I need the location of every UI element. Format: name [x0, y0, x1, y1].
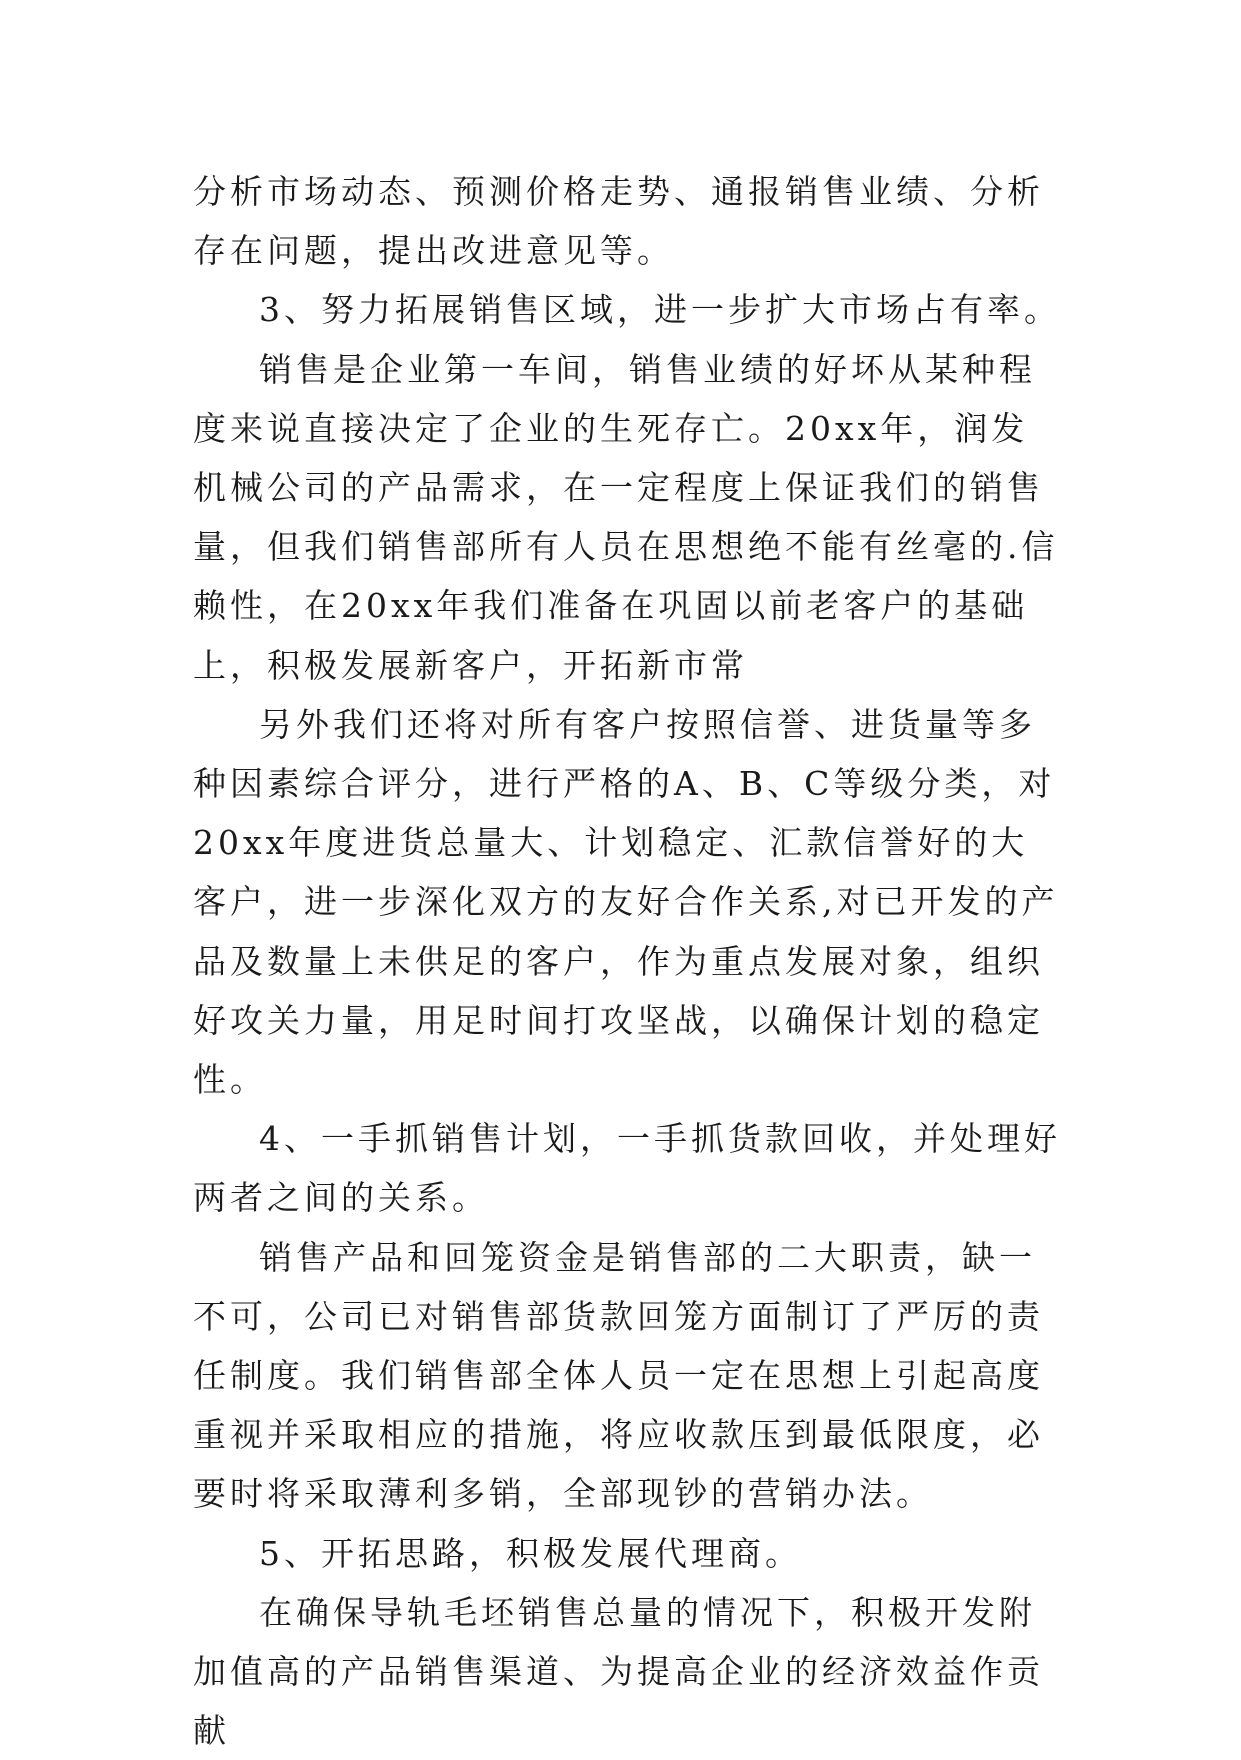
paragraph-sales-first-workshop: 销售是企业第一车间，销售业绩的好坏从某种程度来说直接决定了企业的生死存亡。20xx年，润发机械公司的产品需求，在一定程度上保证我们的销售量，但我们销售部所有人员在思想绝不能有丝毫的.信赖性，在20xx年我们准备在巩固以前老客户的基础上，积极发展新客户，开拓新市常 [193, 349, 1059, 685]
paragraph-market-analysis: 分析市场动态、预测价格走势、通报销售业绩、分析存在问题，提出改进意见等。 [193, 172, 1044, 271]
paragraph-payment-collection: 销售产品和回笼资金是销售部的二大职责，缺一不可，公司已对销售部货款回笼方面制订了严厉的责任制度。我们销售部全体人员一定在思想上引起高度重视并采取相应的措施，将应收款压到最低限度，必要时将采取薄利多销，全部现钞的营销办法。 [193, 1237, 1044, 1514]
paragraph-sales-channels: 在确保导轨毛坯销售总量的情况下，积极开发附加值高的产品销售渠道、为提高企业的经济效益作贡献 [193, 1592, 1044, 1751]
paragraph-heading-4: 4、一手抓销售计划，一手抓货款回收，并处理好两者之间的关系。 [193, 1119, 1061, 1218]
paragraph-heading-3: 3、努力拓展销售区域，进一步扩大市场占有率。 [259, 290, 1061, 330]
document-body [193, 162, 1063, 1760]
paragraph-heading-5: 5、开拓思路，积极发展代理商。 [259, 1533, 802, 1573]
paragraph-customer-grading: 另外我们还将对所有客户按照信誉、进货量等多种因素综合评分，进行严格的A、B、C等级分类，对20xx年度进货总量大、计划稳定、汇款信誉好的大客户，进一步深化双方的友好合作关系,对已开发的产品及数量上未供足的客户，作为重点发展对象，组织好攻关力量，用足时间打攻坚战，以确保计划的稳定性。 [193, 704, 1059, 1100]
